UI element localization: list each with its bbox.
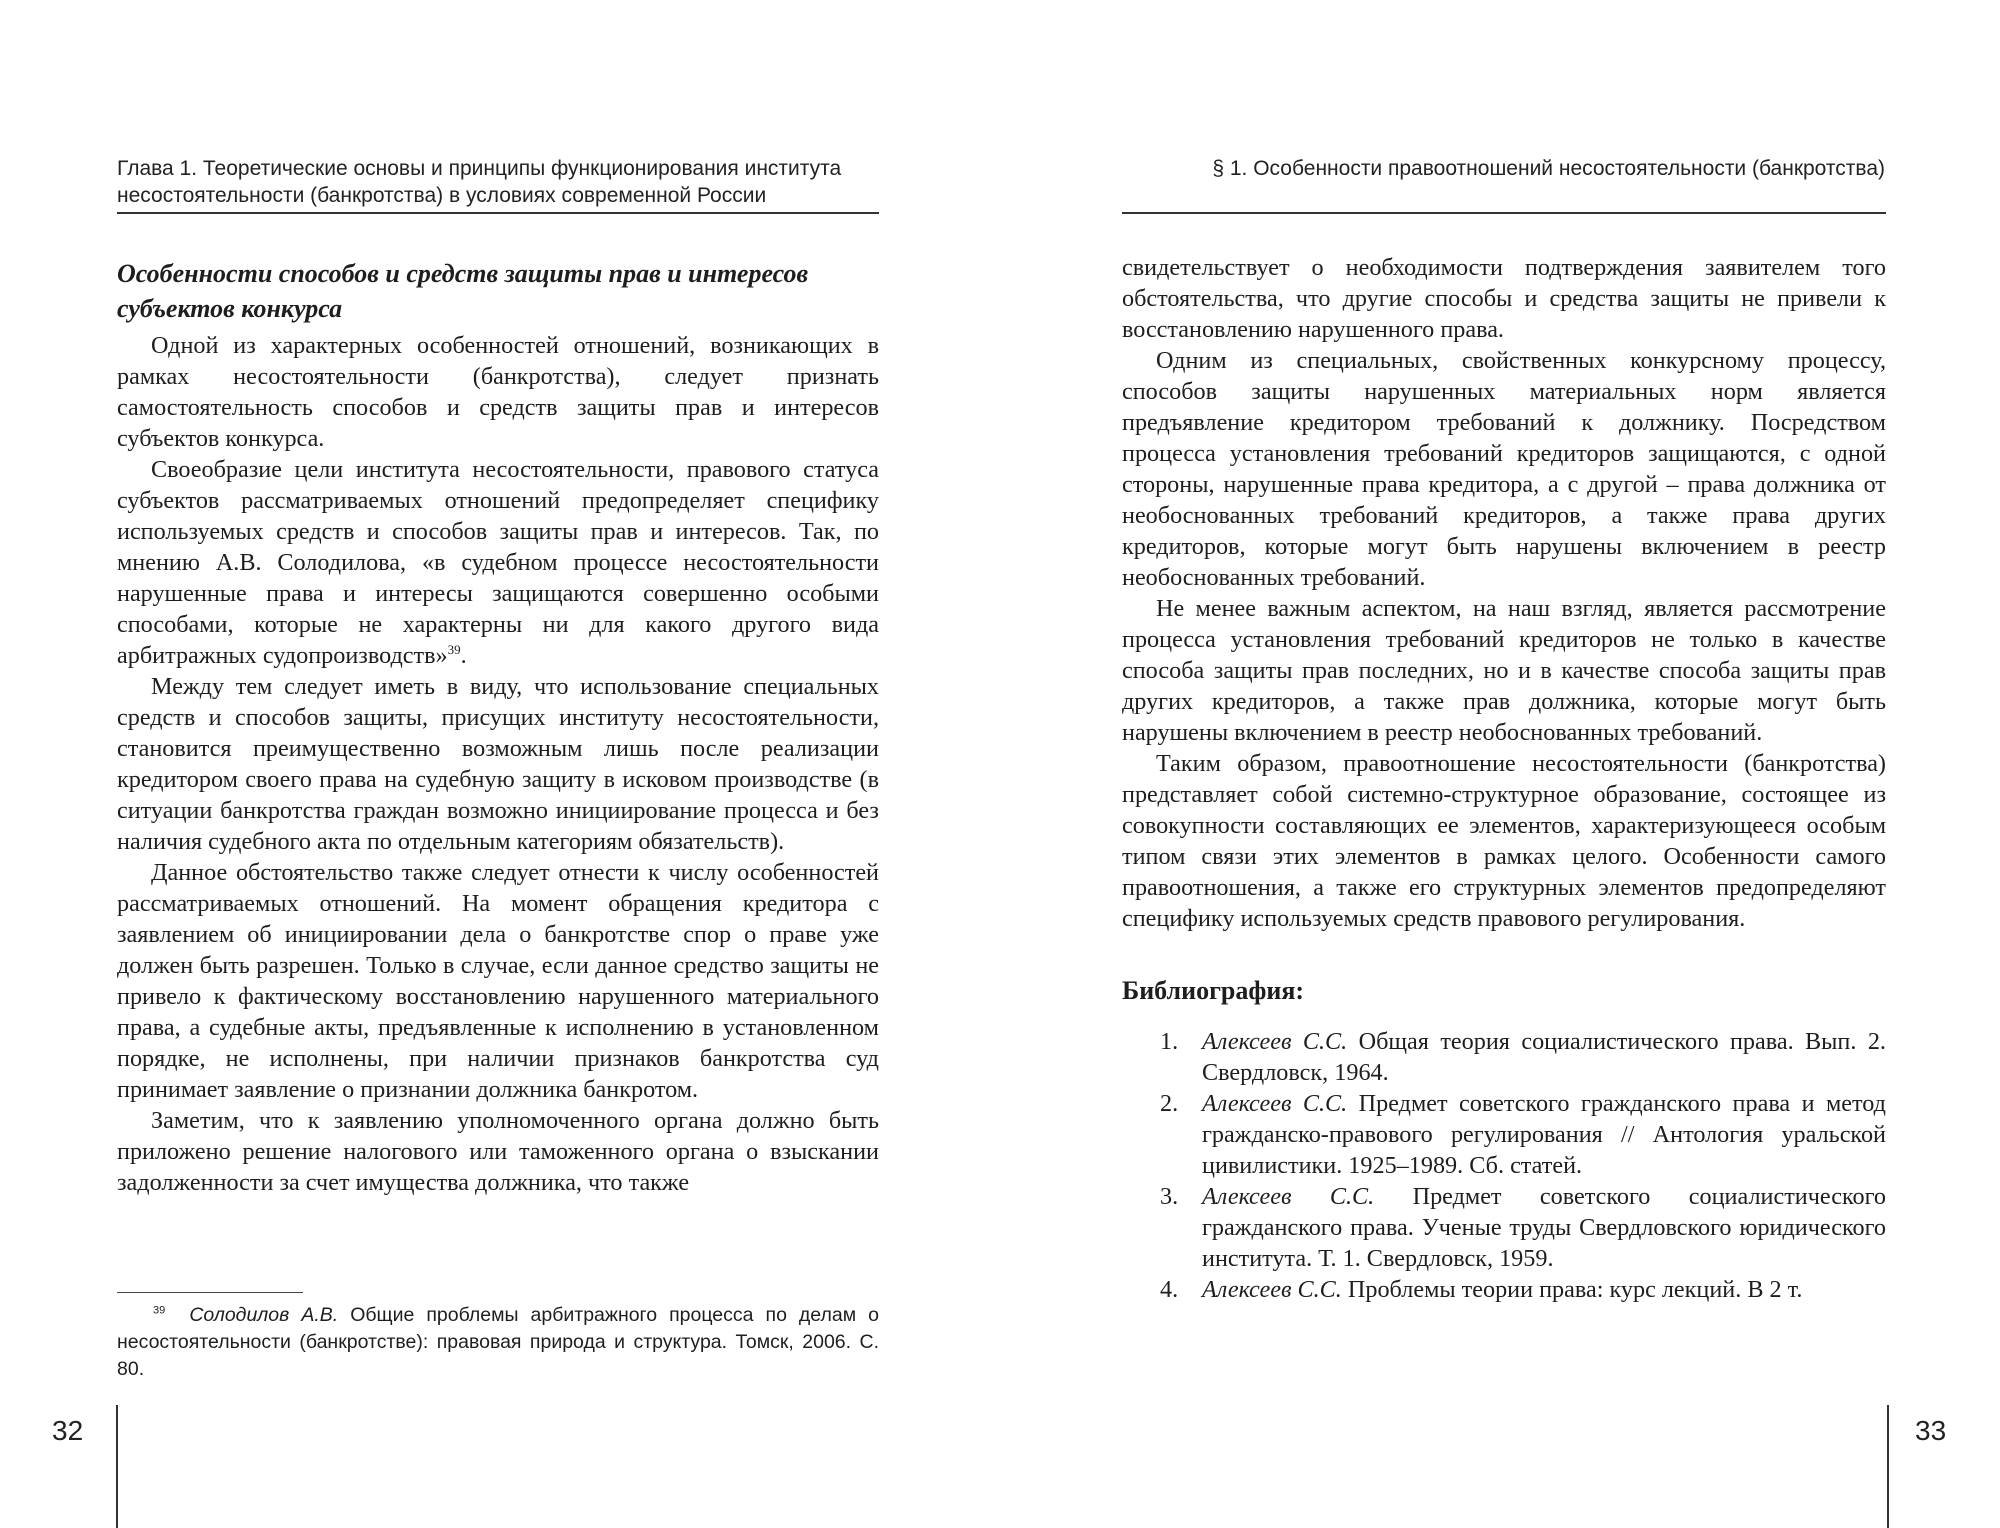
item-author: Алексеев С.С. bbox=[1202, 1183, 1375, 1210]
footnote-text: Общие проблемы арбитражного процесса по делам о несостоятельности (банкротстве): правовая природа и структура. Томск, 2006. С. 80. bbox=[117, 1304, 879, 1380]
paragraph: Своеобразие цели института несостоятельности, правового статуса субъектов рассматриваемых отношений предопределяет специфику используемых средств и способов защиты прав и интересов. Так, по мнению А.В. Солодилова, «в судебном процессе несостоятельности нарушенные права и интересы защищаются совершенно особыми способами, которые не характерны ни для какого другого вида арбитражных судопроизводств»$^{39}$. bbox=[117, 456, 879, 669]
item-number: 3. bbox=[1160, 1183, 1179, 1210]
item-author: Алексеев С.С. bbox=[1202, 1276, 1342, 1303]
paragraph-text: Своеобразие цели института несостоятельности, правового статуса субъектов рассматриваемых отношений предопределяет специфику используемых средств и способов защиты прав и интересов. Так, по мнению А.В. Солодилова, «в судебном процессе несостоятельности нарушенные права и интересы защищаются совершенно особыми способами, которые не характерны ни для какого другого вида арбитражных судопроизводств» bbox=[117, 456, 879, 669]
paragraph: Данное обстоятельство также следует отнести к числу особенностей рассматриваемых отношений. На момент обращения кредитора с заявлением об инициировании дела о банкротстве спор о праве уже должен быть разрешен. Только в случае, если данное средство защиты не привело к фактическому восстановлению нарушенного материального права, а судебные акты, предъявленные к исполнению в установленном порядке, не исполнены, при наличии признаков банкротства суд принимает заявление о признании должника банкротом. bbox=[117, 859, 879, 1103]
paragraph: Одной из характерных особенностей отношений, возникающих в рамках несостоятельности (банкротства), следует признать самостоятельность способов и средств защиты прав и интересов субъектов конкурса. bbox=[117, 332, 879, 452]
left-text-column bbox=[117, 252, 879, 1198]
footnote bbox=[117, 1302, 879, 1383]
footnote-rule bbox=[117, 1292, 303, 1293]
page-number: 32 bbox=[52, 1415, 84, 1446]
paragraph: Не менее важным аспектом, на наш взгляд, является рассмотрение процесса установления требований кредиторов не только в качестве способа защиты прав последних, но и в качестве способа защиты прав других кредиторов, а также прав должника, которые могут быть нарушены включением в реестр необоснованных требований. bbox=[1122, 595, 1886, 746]
bibliography-item bbox=[1122, 1026, 1886, 1088]
paragraph: свидетельствует о необходимости подтверждения заявителем того обстоятельства, что другие способы и средства защиты не привели к восстановлению нарушенного права. bbox=[1122, 254, 1886, 343]
item-text: Общая теория социалистического права. Вып. 2. Свердловск, 1964. bbox=[1202, 1028, 1886, 1086]
running-head-line: несостоятельности (банкротства) в условиях современной России bbox=[117, 184, 767, 207]
bibliography-heading: Библиография: bbox=[1122, 976, 1305, 1005]
right-text-column bbox=[1122, 252, 1886, 1305]
item-number: 4. bbox=[1160, 1276, 1179, 1303]
header-rule bbox=[117, 212, 879, 214]
footnote-reference[interactable]: 39 bbox=[447, 641, 461, 657]
running-head bbox=[117, 155, 877, 209]
bibliography-item bbox=[1122, 1274, 1886, 1305]
page-edge-line bbox=[116, 1405, 118, 1528]
bibliography-item bbox=[1122, 1181, 1886, 1274]
header-rule bbox=[1122, 212, 1886, 214]
running-head-line: Глава 1. Теоретические основы и принципы функционирования института bbox=[117, 157, 842, 180]
section-title-line: Особенности способов и средств защиты прав и интересов bbox=[117, 259, 809, 288]
item-number: 2. bbox=[1160, 1090, 1179, 1117]
bibliography-item bbox=[1122, 1088, 1886, 1181]
section-title bbox=[117, 256, 879, 326]
item-number: 1. bbox=[1160, 1028, 1179, 1055]
item-text: Проблемы теории права: курс лекций. В 2 т. bbox=[1341, 1276, 1803, 1303]
footnote-number: 39 bbox=[153, 1304, 166, 1317]
running-head bbox=[1122, 155, 1885, 182]
item-author: Алексеев С.С. bbox=[1202, 1090, 1348, 1117]
running-head-line: § 1. Особенности правоотношений несостоятельности (банкротства) bbox=[1212, 157, 1885, 180]
footnote-author: Солодилов А.В. bbox=[189, 1304, 339, 1326]
bibliography-list bbox=[1122, 1026, 1886, 1305]
item-author: Алексеев С.С. bbox=[1202, 1028, 1348, 1055]
paragraph: Одним из специальных, свойственных конкурсному процессу, способов защиты нарушенных материальных норм является предъявление кредитором требований к должнику. Посредством процесса установления требований кредиторов защищаются, с одной стороны, нарушенные права кредитора, а с другой – права должника от необоснованных требований кредиторов, а также права других кредиторов, которые могут быть нарушены включением в реестр необоснованных требований. bbox=[1122, 347, 1886, 591]
item-text: Предмет советского социалистического гражданского права. Ученые труды Свердловского юридического института. Т. 1. Свердловск, 1959. bbox=[1202, 1183, 1886, 1272]
right-page bbox=[1000, 0, 2000, 1528]
paragraph: Таким образом, правоотношение несостоятельности (банкротства) представляет собой системно-структурное образование, состоящее из совокупности составляющих ее элементов, характеризующееся особым типом связи этих элементов в рамках целого. Особенности самого правоотношения, а также его структурных элементов предопределяют специфику используемых средств правового регулирования. bbox=[1122, 750, 1886, 932]
section-title-line: субъектов конкурса bbox=[117, 294, 343, 323]
paragraph: Заметим, что к заявлению уполномоченного органа должно быть приложено решение налогового или таможенного органа о взыскании задолженности за счет имущества должника, что также bbox=[117, 1107, 879, 1196]
page-number: 33 bbox=[1915, 1415, 1947, 1446]
item-text: Предмет советского гражданского права и метод гражданско-правового регулирования // Антология уральской цивилистики. 1925–1989. Сб. статей. bbox=[1202, 1090, 1886, 1179]
paragraph: Между тем следует иметь в виду, что использование специальных средств и способов защиты, присущих институту несостоятельности, становится преимущественно возможным лишь после реализации кредитором своего права на судебную защиту в исковом производстве (в ситуации банкротства граждан возможно инициирование процесса и без наличия судебного акта по отдельным категориям обязательств). bbox=[117, 673, 879, 855]
page-edge-line bbox=[1887, 1405, 1889, 1528]
